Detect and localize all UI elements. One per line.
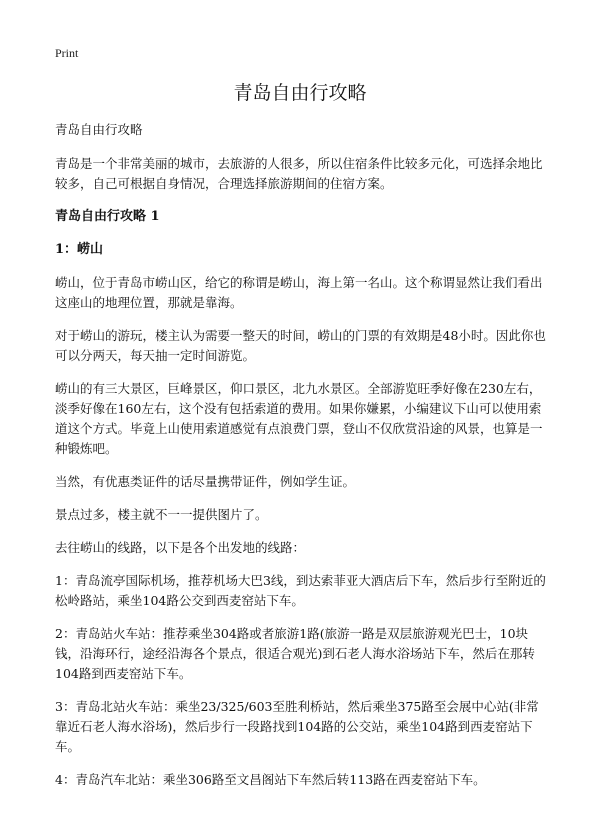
route-item: 1：青岛流亭国际机场，推荐机场大巴3线，到达索菲亚大酒店后下车，然后步行至附近的松岭路站，乘坐104路公交到西麦窑站下车。 xyxy=(55,573,546,608)
intro-paragraph: 青岛是一个非常美丽的城市，去旅游的人很多，所以住宿条件比较多元化，可选择余地比较多，自己可根据自身情况，合理选择旅游期间的住宿方案。 xyxy=(55,156,543,191)
paragraph: 去往崂山的线路，以下是各个出发地的线路： xyxy=(55,540,306,555)
paragraph: 当然，有优惠类证件的话尽量携带证件，例如学生证。 xyxy=(55,474,356,489)
route-item: 3：青岛北站火车站：乘坐23/325/603至胜利桥站，然后乘坐375路至会展中心站(非常靠近石老人海水浴场)，然后步行一段路找到104路的公交站，乘坐104路到西麦窑站下车。 xyxy=(55,699,539,754)
route-item: 2：青岛站火车站：推荐乘坐304路或者旅游1路(旅游一路是双层旅游观光巴士，10块钱，沿海环行，途经沿海各个景点，很适合观光)到石老人海水浴场站下车，然后在那转104路到西麦窑站下车。 xyxy=(55,626,535,681)
document-body xyxy=(55,120,550,803)
section-heading: 青岛自由行攻略 1 xyxy=(55,209,160,224)
page-title: 青岛自由行攻略 xyxy=(233,82,367,104)
subsection-heading: 1：崂山 xyxy=(55,242,104,257)
paragraph: 景点过多，楼主就不一一提供图片了。 xyxy=(55,507,268,522)
print-link[interactable]: Print xyxy=(55,46,79,60)
paragraph: 崂山的有三大景区，巨峰景区，仰口景区，北九水景区。全部游览旺季好像在230左右，淡季好像在160左右，这个没有包括索道的费用。如果你嫌累，小编建议下山可以使用索道这个方式。毕竟上山使用索道感觉有点浪费门票，登山不仅欣赏沿途的风景，也算是一种锻炼吧。 xyxy=(55,381,543,456)
document-subtitle: 青岛自由行攻略 xyxy=(55,122,143,137)
paragraph: 对于崂山的游玩，楼主认为需要一整天的时间，崂山的门票的有效期是48小时。因此你也可以分两天，每天抽一定时间游览。 xyxy=(55,328,546,363)
paragraph: 崂山，位于青岛市崂山区，给它的称谓是崂山，海上第一名山。这个称谓显然让我们看出这座山的地理位置，那就是靠海。 xyxy=(55,275,543,310)
route-item: 4：青岛汽车北站：乘坐306路至文昌阁站下车然后转113路在西麦窑站下车。 xyxy=(55,772,486,787)
